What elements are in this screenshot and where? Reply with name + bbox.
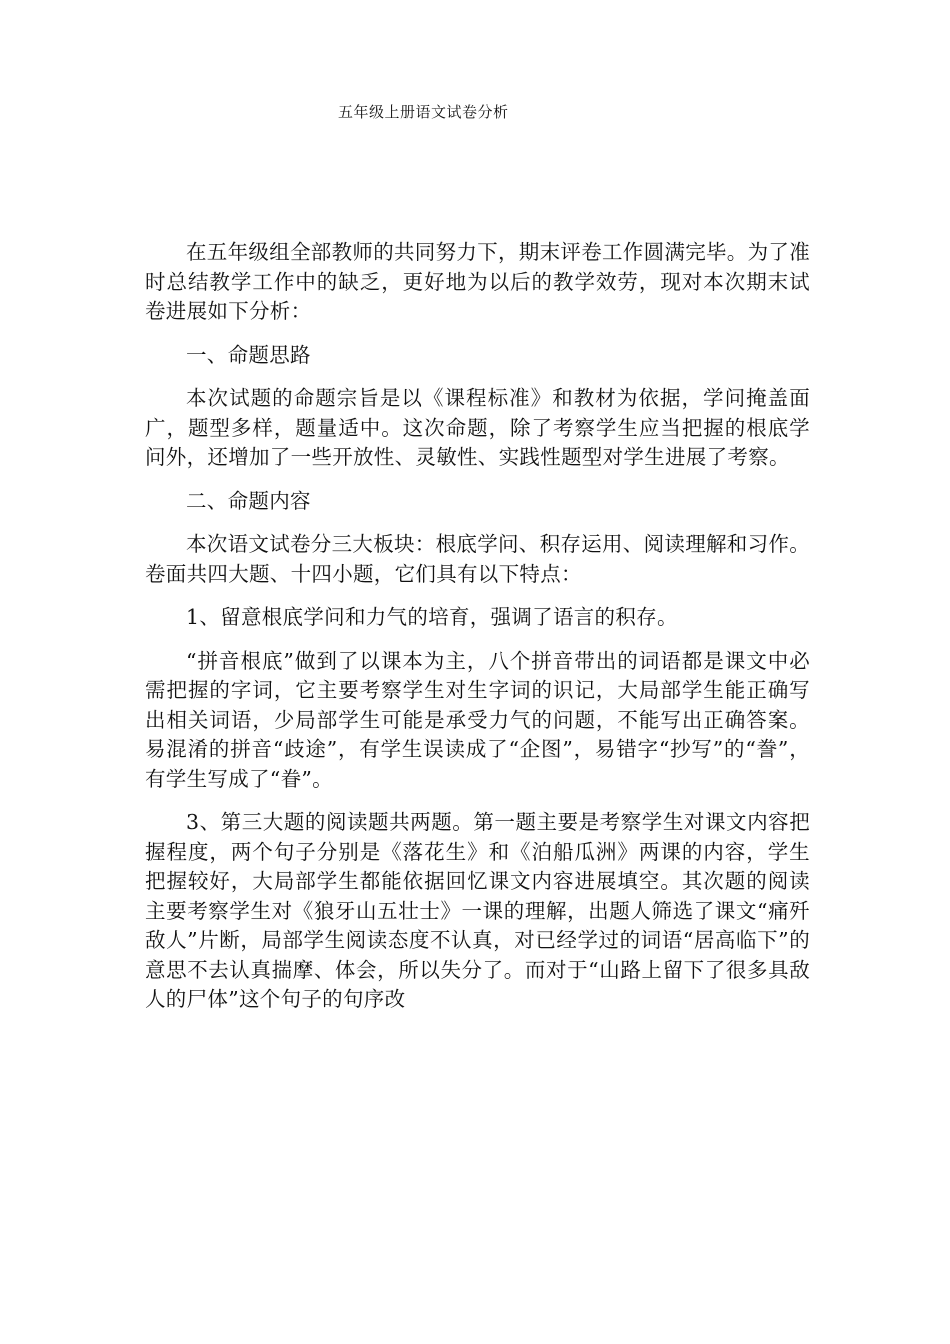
pinyin-paragraph: “拼音根底”做到了以课本为主，八个拼音带出的词语都是课文中必需把握的字词，它主要考察学生对生字词的识记，大局部学生能正确写出相关词语，少局部学生可能是承受力气的问题，不能写出正确答案。易混淆的拼音“歧途”，有学生误读成了“企图”，易错字“抄写”的“誊”，有学生写成了“眷”。 (145, 648, 810, 791)
intro-paragraph: 在五年级组全部教师的共同努力下，期末评卷工作圆满完毕。为了准时总结教学工作中的缺乏，更好地为以后的教学效劳，现对本次期末试卷进展如下分析： (145, 240, 810, 323)
subsection-heading-1: 1、留意根底学问和力气的培育，强调了语言的积存。 (186, 605, 678, 629)
section-1-paragraph: 本次试题的命题宗旨是以《课程标准》和教材为依据，学问掩盖面广，题型多样，题量适中。这次命题，除了考察学生应当把握的根底学问外，还增加了一些开放性、灵敏性、实践性题型对学生进展了考察。 (145, 386, 810, 469)
document-body (145, 238, 810, 1029)
section-heading-2: 二、命题内容 (186, 488, 311, 513)
document-title: 五年级上册语文试卷分析 (338, 103, 509, 121)
section-2-paragraph: 本次语文试卷分三大板块：根底学问、积存运用、阅读理解和习作。卷面共四大题、十四小题，它们具有以下特点： (145, 532, 810, 586)
reading-paragraph: 3、第三大题的阅读题共两题。第一题主要是考察学生对课文内容把握程度，两个句子分别是《落花生》和《泊船瓜洲》两课的内容，学生把握较好，大局部学生都能依据回忆课文内容进展填空。其次题的阅读主要考察学生对《狼牙山五壮士》一课的理解，出题人筛选了课文“痛歼敌人”片断，局部学生阅读态度不认真，对已经学过的词语“居高临下”的意思不去认真揣摩、体会，所以失分了。而对于“山路上留下了很多具敌人的尸体”这个句子的句序改 (145, 810, 810, 1011)
section-heading-1: 一、命题思路 (186, 342, 311, 367)
